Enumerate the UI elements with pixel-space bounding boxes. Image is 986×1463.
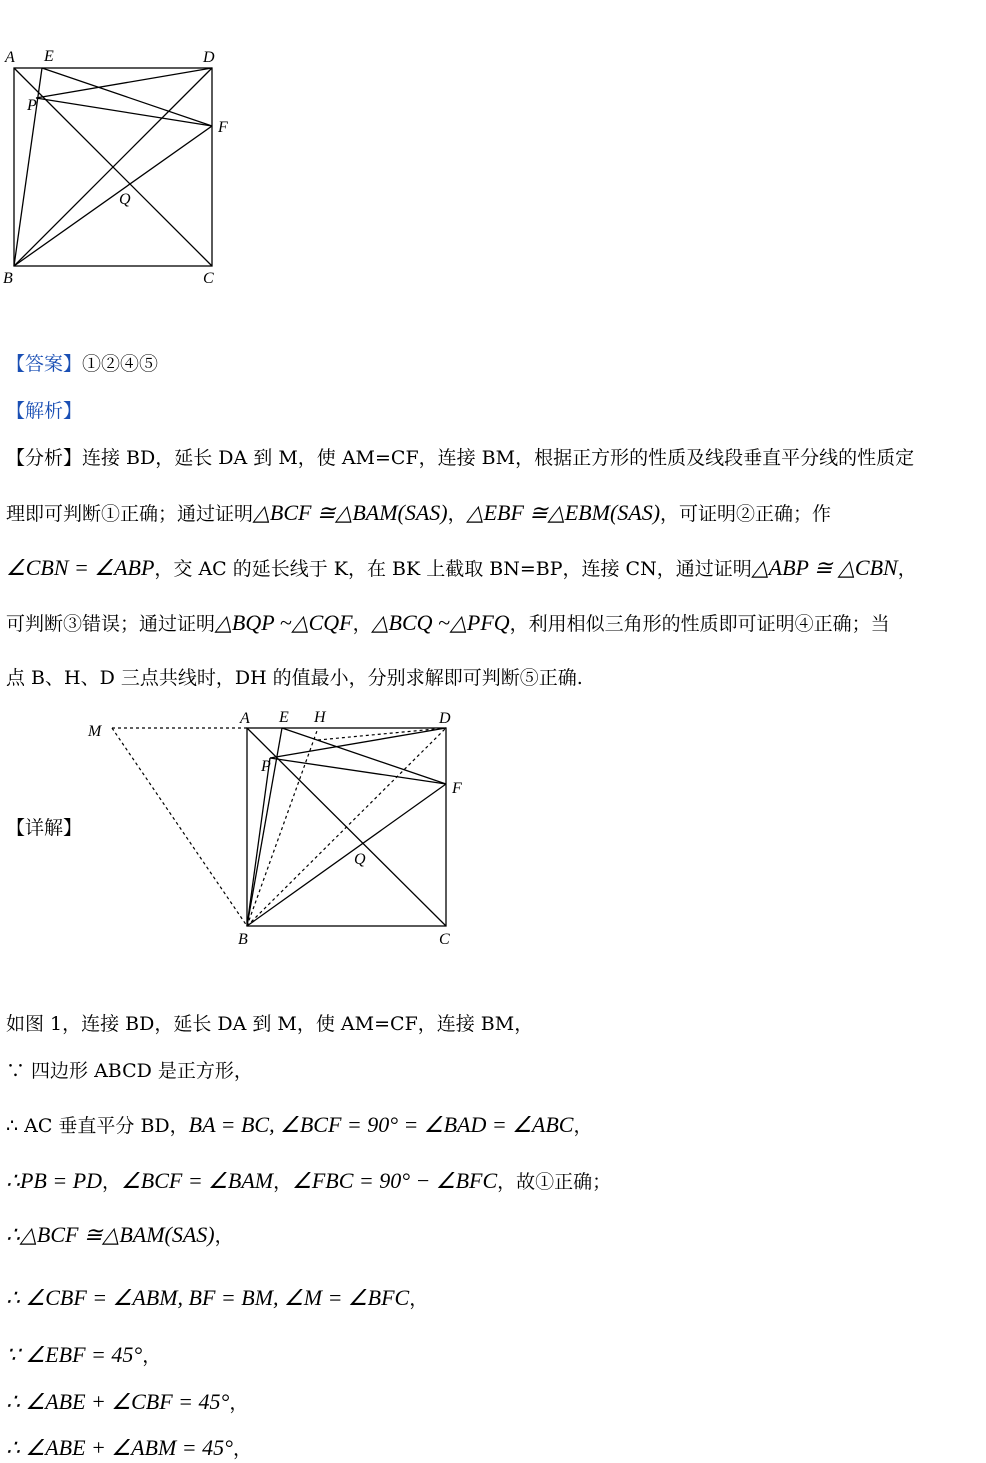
solution-text-1: 如图 1，连接 BD，延长 DA 到 M，使 AM=CF，连接 BM， — [6, 1013, 534, 1035]
label-q: Q — [354, 851, 366, 868]
solution-text-9a: ， — [232, 1438, 252, 1460]
formula-ebf-45: ∵ ∠EBF = 45° — [6, 1342, 143, 1367]
fenxi-text-1: 连接 BD，延长 DA 到 M，使 AM=CF，连接 BM，根据正方形的性质及线段垂直平分线的性质定 — [82, 447, 915, 469]
solution-text-3a: ∴ AC 垂直平分 BD， — [6, 1115, 189, 1137]
label-f: F — [452, 780, 462, 797]
label-h: H — [314, 709, 326, 726]
solution-text-4c: ，故①正确； — [497, 1171, 612, 1193]
fenxi-text-2b: ， — [447, 503, 467, 525]
answer-line — [6, 351, 158, 377]
detail-tag: 【详解】 — [6, 817, 83, 839]
solution-line-6 — [6, 1285, 428, 1312]
label-m: M — [88, 723, 102, 740]
dashed-bh — [247, 728, 318, 926]
fenxi-tag: 【分析】 — [6, 447, 83, 469]
answer-tag: 【答案】 — [6, 353, 83, 375]
dashed-mb — [112, 728, 247, 926]
formula-bqp-cqf: △BQP ~△CQF — [215, 610, 353, 635]
detail-line — [6, 815, 82, 841]
analysis-tag: 【解析】 — [6, 400, 83, 422]
solution-text-4a: ， — [102, 1171, 122, 1193]
label-d: D — [203, 49, 215, 66]
solution-line-4 — [6, 1168, 611, 1195]
formula-bcq-pfq: △BCQ ~△PFQ — [371, 610, 510, 635]
label-p: P — [261, 758, 271, 775]
fenxi-text-5: 点 B、H、D 三点共线时，DH 的值最小，分别求解即可判断⑤正确. — [6, 667, 583, 689]
solution-text-6a: ， — [409, 1288, 429, 1310]
dashed-hd — [318, 728, 446, 740]
fenxi-line-2 — [6, 500, 831, 527]
label-c: C — [439, 931, 450, 948]
fenxi-line-3 — [6, 555, 917, 582]
label-f: F — [218, 119, 228, 136]
label-p: P — [27, 97, 37, 114]
segment-pf — [270, 758, 446, 784]
formula-ebf-ebm: △EBF ≅△EBM(SAS) — [466, 500, 661, 525]
figure-1-square — [0, 40, 240, 290]
fenxi-line-4 — [6, 610, 890, 637]
segment-bf — [247, 784, 446, 926]
formula-cbn-abp: ∠CBN = ∠ABP — [6, 555, 155, 580]
solution-line-7 — [6, 1342, 161, 1369]
segment-ef — [282, 728, 446, 784]
fenxi-text-2c: ，可证明②正确；作 — [660, 503, 832, 525]
segment-pf — [36, 98, 212, 126]
fenxi-text-3a: ，交 AC 的延长线于 K，在 BK 上截取 BN=BP，连接 CN，通过证明 — [154, 558, 752, 580]
answer-value: ①②④⑤ — [82, 353, 159, 375]
segment-bp — [247, 758, 270, 926]
label-b: B — [3, 270, 13, 287]
formula-fbc: ∠FBC = 90° − ∠BFC — [292, 1168, 498, 1193]
fenxi-text-2a: 理即可判断①正确；通过证明 — [6, 503, 254, 525]
fenxi-text-4c: ，利用相似三角形的性质即可证明④正确；当 — [509, 613, 890, 635]
solution-text-8a: ， — [229, 1392, 249, 1414]
solution-line-1 — [6, 1011, 533, 1037]
solution-text-3b: ， — [573, 1115, 593, 1137]
fenxi-line-5 — [6, 665, 583, 691]
fenxi-text-3b: ， — [897, 558, 917, 580]
fenxi-text-4b: ， — [352, 613, 372, 635]
label-a: A — [240, 710, 250, 727]
formula-cbf-abm: ∴ ∠CBF = ∠ABM, BF = BM, ∠M = ∠BFC — [6, 1285, 410, 1310]
fenxi-text-4a: 可判断③错误；通过证明 — [6, 613, 216, 635]
solution-line-8 — [6, 1389, 248, 1416]
fenxi-line-1 — [6, 445, 914, 471]
formula-pb-pd: ∴PB = PD — [6, 1168, 103, 1193]
label-c: C — [203, 270, 214, 287]
solution-text-4b: ， — [273, 1171, 293, 1193]
formula-ba-bc: BA = BC, ∠BCF = 90° = ∠BAD = ∠ABC — [188, 1112, 574, 1137]
formula-bcf-bam: △BCF ≅△BAM(SAS) — [253, 500, 448, 525]
figure-2-square — [80, 700, 480, 955]
segment-ef — [42, 68, 212, 126]
label-d: D — [439, 710, 451, 727]
solution-text-2: ∵ 四边形 ABCD 是正方形， — [6, 1060, 253, 1082]
solution-text-7a: ， — [142, 1345, 162, 1367]
solution-text-5a: ， — [214, 1225, 234, 1247]
analysis-line — [6, 398, 82, 424]
solution-line-5 — [6, 1222, 234, 1249]
formula-abp-cbn: △ABP ≅ △CBN — [751, 555, 898, 580]
label-a: A — [5, 49, 15, 66]
formula-abe-abm-45: ∴ ∠ABE + ∠ABM = 45° — [6, 1435, 233, 1460]
formula-congruent-bcf-bam: ∴△BCF ≅△BAM(SAS) — [6, 1222, 215, 1247]
label-e: E — [44, 48, 54, 65]
solution-line-9 — [6, 1435, 252, 1462]
formula-bcf-bam-angle: ∠BCF = ∠BAM — [121, 1168, 274, 1193]
label-e: E — [279, 709, 289, 726]
label-q: Q — [119, 191, 131, 208]
formula-abe-cbf-45: ∴ ∠ABE + ∠CBF = 45° — [6, 1389, 230, 1414]
solution-line-2 — [6, 1058, 253, 1084]
solution-line-3 — [6, 1112, 593, 1139]
label-b: B — [238, 931, 248, 948]
segment-bf — [14, 126, 212, 266]
